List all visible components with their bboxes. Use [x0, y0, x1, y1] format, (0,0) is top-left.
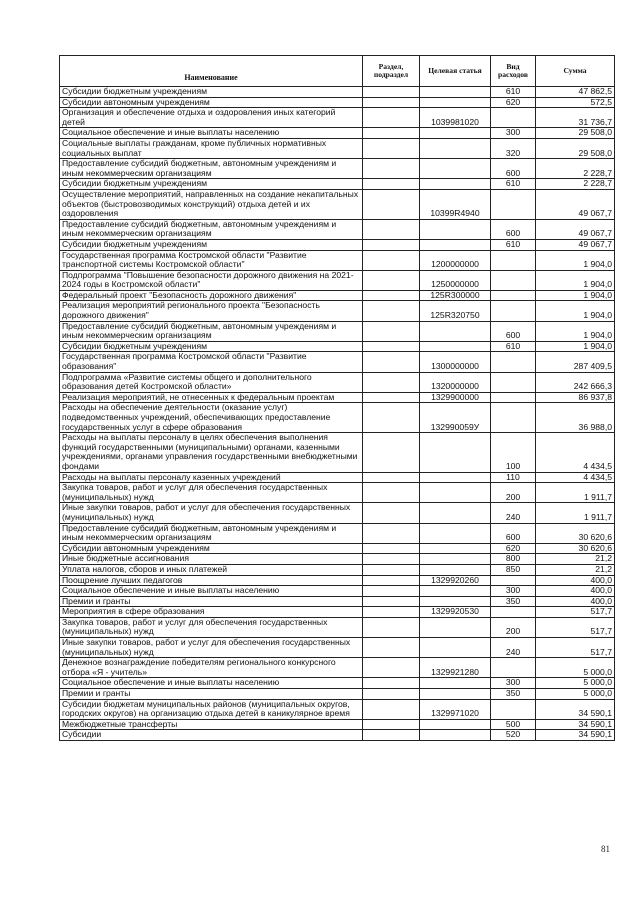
table-row	[60, 372, 615, 392]
cell-sum: 30 620,6	[536, 523, 615, 543]
cell-type: 520	[491, 730, 536, 741]
cell-name: Социальное обеспечение и иные выплаты населению	[60, 586, 363, 597]
cell-sum: 517,7	[536, 607, 615, 618]
cell-type: 600	[491, 523, 536, 543]
cell-type	[491, 699, 536, 719]
table-row	[60, 678, 615, 689]
page-number: 81	[601, 844, 610, 854]
cell-target: 1329921280	[420, 658, 491, 678]
table-row	[60, 138, 615, 158]
table-row	[60, 730, 615, 741]
cell-sum: 21,2	[536, 564, 615, 575]
cell-name: Реализация мероприятий, не отнесенных к федеральным проектам	[60, 392, 363, 403]
budget-page	[59, 55, 614, 741]
cell-target: 1329920260	[420, 575, 491, 586]
table-row	[60, 472, 615, 483]
cell-type	[491, 372, 536, 392]
table-row	[60, 239, 615, 250]
cell-sum: 572,5	[536, 97, 615, 108]
cell-target	[420, 87, 491, 98]
cell-name: Подпрограмма "Повышение безопасности дорожного движения на 2021-2024 годы в Костромской области"	[60, 270, 363, 290]
table-row	[60, 341, 615, 352]
cell-sum: 1 904,0	[536, 341, 615, 352]
cell-sum: 2 228,7	[536, 159, 615, 179]
cell-name: Субсидии автономным учреждениям	[60, 543, 363, 554]
cell-type	[491, 108, 536, 128]
header-row	[60, 56, 615, 87]
table-row	[60, 523, 615, 543]
cell-target: 1329920530	[420, 607, 491, 618]
cell-type	[491, 270, 536, 290]
cell-target	[420, 543, 491, 554]
cell-name: Иные бюджетные ассигнования	[60, 554, 363, 565]
cell-sum: 5 000,0	[536, 658, 615, 678]
cell-target: 1200000000	[420, 250, 491, 270]
cell-section	[363, 341, 420, 352]
cell-section	[363, 575, 420, 586]
cell-sum: 1 904,0	[536, 301, 615, 321]
table-row	[60, 607, 615, 618]
cell-target	[420, 472, 491, 483]
cell-target	[420, 689, 491, 700]
cell-type: 100	[491, 433, 536, 472]
cell-sum: 29 508,0	[536, 128, 615, 139]
cell-target	[420, 433, 491, 472]
cell-target	[420, 138, 491, 158]
cell-sum: 21,2	[536, 554, 615, 565]
table-row	[60, 250, 615, 270]
cell-name: Денежное вознаграждение победителям регионального конкурсного отбора «Я - учитель»	[60, 658, 363, 678]
cell-section	[363, 290, 420, 301]
cell-sum: 34 590,1	[536, 730, 615, 741]
cell-target	[420, 586, 491, 597]
header-target: Целевая статья	[420, 56, 491, 87]
cell-sum: 287 409,5	[536, 352, 615, 372]
cell-section	[363, 239, 420, 250]
cell-name: Межбюджетные трансферты	[60, 719, 363, 730]
cell-name: Премии и гранты	[60, 596, 363, 607]
cell-section	[363, 352, 420, 372]
cell-section	[363, 719, 420, 730]
cell-section	[363, 699, 420, 719]
cell-target	[420, 564, 491, 575]
cell-name: Социальное обеспечение и иные выплаты населению	[60, 128, 363, 139]
cell-name: Подпрограмма «Развитие системы общего и дополнительного образования детей Костромской области»	[60, 372, 363, 392]
cell-type: 500	[491, 719, 536, 730]
cell-name: Уплата налогов, сборов и иных платежей	[60, 564, 363, 575]
cell-name: Расходы на выплаты персоналу казенных учреждений	[60, 472, 363, 483]
cell-sum: 517,7	[536, 638, 615, 658]
cell-sum: 2 228,7	[536, 179, 615, 190]
table-row	[60, 128, 615, 139]
cell-type: 110	[491, 472, 536, 483]
cell-type: 610	[491, 341, 536, 352]
cell-sum: 1 911,7	[536, 483, 615, 503]
table-row	[60, 87, 615, 98]
cell-sum: 47 862,5	[536, 87, 615, 98]
cell-type	[491, 658, 536, 678]
cell-section	[363, 483, 420, 503]
table-row	[60, 503, 615, 523]
cell-target: 1329900000	[420, 392, 491, 403]
cell-sum: 1 911,7	[536, 503, 615, 523]
header-section: Раздел, подраздел	[363, 56, 420, 87]
table-row	[60, 543, 615, 554]
cell-section	[363, 403, 420, 433]
cell-section	[363, 638, 420, 658]
cell-name: Реализация мероприятий регионального проекта "Безопасность дорожного движения"	[60, 301, 363, 321]
cell-target	[420, 179, 491, 190]
cell-type	[491, 403, 536, 433]
cell-sum: 1 904,0	[536, 321, 615, 341]
cell-name: Субсидии бюджетным учреждениям	[60, 179, 363, 190]
cell-sum: 242 666,3	[536, 372, 615, 392]
table-row	[60, 159, 615, 179]
table-row	[60, 617, 615, 637]
cell-type: 620	[491, 543, 536, 554]
cell-name: Осуществление мероприятий, направленных на создание некапитальных объектов (быстровозводимых конструкций) отдыха детей и их оздоровления	[60, 189, 363, 219]
cell-type: 200	[491, 483, 536, 503]
cell-target	[420, 678, 491, 689]
table-row	[60, 301, 615, 321]
cell-sum: 400,0	[536, 596, 615, 607]
cell-type: 300	[491, 128, 536, 139]
cell-type: 600	[491, 219, 536, 239]
cell-section	[363, 128, 420, 139]
cell-target	[420, 239, 491, 250]
cell-target	[420, 159, 491, 179]
cell-name: Субсидии бюджетным учреждениям	[60, 341, 363, 352]
cell-name: Предоставление субсидий бюджетным, автономным учреждениям и иным некоммерческим организациям	[60, 321, 363, 341]
cell-target	[420, 596, 491, 607]
cell-name: Мероприятия в сфере образования	[60, 607, 363, 618]
cell-name: Социальное обеспечение и иные выплаты населению	[60, 678, 363, 689]
cell-target: 125R300000	[420, 290, 491, 301]
cell-section	[363, 607, 420, 618]
cell-name: Субсидии	[60, 730, 363, 741]
cell-type	[491, 575, 536, 586]
table-row	[60, 689, 615, 700]
cell-target	[420, 219, 491, 239]
cell-sum: 5 000,0	[536, 678, 615, 689]
cell-name: Предоставление субсидий бюджетным, автономным учреждениям и иным некоммерческим организациям	[60, 523, 363, 543]
cell-type: 610	[491, 239, 536, 250]
table-row	[60, 658, 615, 678]
cell-target	[420, 638, 491, 658]
table-row	[60, 433, 615, 472]
cell-type: 350	[491, 596, 536, 607]
cell-section	[363, 689, 420, 700]
table-row	[60, 108, 615, 128]
budget-table	[59, 55, 615, 741]
cell-target	[420, 341, 491, 352]
cell-target: 1300000000	[420, 352, 491, 372]
cell-name: Федеральный проект "Безопасность дорожного движения"	[60, 290, 363, 301]
cell-section	[363, 730, 420, 741]
cell-name: Предоставление субсидий бюджетным, автономным учреждениям и иным некоммерческим организациям	[60, 159, 363, 179]
cell-name: Субсидии бюджетным учреждениям	[60, 87, 363, 98]
cell-section	[363, 658, 420, 678]
cell-name: Государственная программа Костромской области "Развитие образования"	[60, 352, 363, 372]
cell-type: 620	[491, 97, 536, 108]
cell-section	[363, 433, 420, 472]
cell-sum: 31 736,7	[536, 108, 615, 128]
cell-sum: 400,0	[536, 586, 615, 597]
cell-name: Предоставление субсидий бюджетным, автономным учреждениям и иным некоммерческим организациям	[60, 219, 363, 239]
cell-target	[420, 730, 491, 741]
cell-section	[363, 87, 420, 98]
cell-sum: 49 067,7	[536, 239, 615, 250]
cell-sum: 34 590,1	[536, 699, 615, 719]
cell-section	[363, 596, 420, 607]
cell-type	[491, 607, 536, 618]
cell-sum: 86 937,8	[536, 392, 615, 403]
header-type: Вид расходов	[491, 56, 536, 87]
cell-name: Иные закупки товаров, работ и услуг для обеспечения государственных (муниципальных) нужд	[60, 503, 363, 523]
cell-sum: 36 988,0	[536, 403, 615, 433]
table-body	[60, 87, 615, 741]
cell-type: 610	[491, 179, 536, 190]
cell-section	[363, 219, 420, 239]
cell-type: 610	[491, 87, 536, 98]
cell-section	[363, 250, 420, 270]
cell-type: 320	[491, 138, 536, 158]
table-row	[60, 290, 615, 301]
cell-name: Премии и гранты	[60, 689, 363, 700]
cell-section	[363, 301, 420, 321]
cell-sum: 49 067,7	[536, 189, 615, 219]
cell-target: 1329971020	[420, 699, 491, 719]
cell-type: 300	[491, 586, 536, 597]
cell-target	[420, 554, 491, 565]
cell-section	[363, 179, 420, 190]
cell-name: Субсидии бюджетам муниципальных районов (муниципальных округов, городских округов) на организацию отдыха детей в каникулярное время	[60, 699, 363, 719]
cell-section	[363, 678, 420, 689]
cell-type	[491, 301, 536, 321]
cell-section	[363, 472, 420, 483]
cell-name: Расходы на обеспечение деятельности (оказание услуг) подведомственных учреждений, обеспечивающих предоставление государственных услуг в сфере образования	[60, 403, 363, 433]
table-row	[60, 564, 615, 575]
table-row	[60, 638, 615, 658]
header-name: Наименование	[60, 56, 363, 87]
cell-section	[363, 586, 420, 597]
cell-target	[420, 617, 491, 637]
cell-target	[420, 128, 491, 139]
cell-type	[491, 352, 536, 372]
cell-target: 1039981020	[420, 108, 491, 128]
cell-sum: 400,0	[536, 575, 615, 586]
table-row	[60, 189, 615, 219]
cell-section	[363, 321, 420, 341]
table-row	[60, 219, 615, 239]
cell-name: Поощрение лучших педагогов	[60, 575, 363, 586]
cell-target	[420, 97, 491, 108]
table-row	[60, 586, 615, 597]
cell-sum: 30 620,6	[536, 543, 615, 554]
cell-target: 132990059У	[420, 403, 491, 433]
cell-type: 800	[491, 554, 536, 565]
cell-section	[363, 503, 420, 523]
cell-sum: 5 000,0	[536, 689, 615, 700]
table-row	[60, 596, 615, 607]
cell-section	[363, 543, 420, 554]
cell-section	[363, 564, 420, 575]
cell-name: Расходы на выплаты персоналу в целях обеспечения выполнения функций государственными (муниципальными) органами, казенными учреждениями, органами управления государственными внебюджетными фондами	[60, 433, 363, 472]
cell-type	[491, 250, 536, 270]
cell-type	[491, 189, 536, 219]
cell-name: Социальные выплаты гражданам, кроме публичных нормативных социальных выплат	[60, 138, 363, 158]
cell-sum: 49 067,7	[536, 219, 615, 239]
cell-target	[420, 503, 491, 523]
cell-section	[363, 189, 420, 219]
cell-name: Иные закупки товаров, работ и услуг для обеспечения государственных (муниципальных) нужд	[60, 638, 363, 658]
cell-type: 600	[491, 159, 536, 179]
cell-target	[420, 523, 491, 543]
cell-sum: 517,7	[536, 617, 615, 637]
cell-target: 1250000000	[420, 270, 491, 290]
cell-sum: 4 434,5	[536, 472, 615, 483]
cell-section	[363, 97, 420, 108]
cell-sum: 1 904,0	[536, 250, 615, 270]
table-row	[60, 483, 615, 503]
cell-type	[491, 392, 536, 403]
table-row	[60, 392, 615, 403]
cell-type: 350	[491, 689, 536, 700]
cell-sum: 1 904,0	[536, 270, 615, 290]
cell-sum: 1 904,0	[536, 290, 615, 301]
table-row	[60, 699, 615, 719]
table-row	[60, 575, 615, 586]
cell-name: Закупка товаров, работ и услуг для обеспечения государственных (муниципальных) нужд	[60, 617, 363, 637]
table-row	[60, 270, 615, 290]
table-row	[60, 352, 615, 372]
cell-section	[363, 523, 420, 543]
cell-section	[363, 392, 420, 403]
table-row	[60, 97, 615, 108]
cell-type	[491, 290, 536, 301]
cell-sum: 34 590,1	[536, 719, 615, 730]
cell-section	[363, 108, 420, 128]
cell-section	[363, 554, 420, 565]
cell-name: Субсидии автономным учреждениям	[60, 97, 363, 108]
cell-target	[420, 483, 491, 503]
cell-name: Государственная программа Костромской области "Развитие транспортной системы Костромской области"	[60, 250, 363, 270]
cell-target: 1320000000	[420, 372, 491, 392]
cell-section	[363, 617, 420, 637]
cell-target	[420, 719, 491, 730]
cell-section	[363, 270, 420, 290]
cell-name: Организация и обеспечение отдыха и оздоровления иных категорий детей	[60, 108, 363, 128]
cell-type: 240	[491, 638, 536, 658]
cell-sum: 29 508,0	[536, 138, 615, 158]
table-row	[60, 179, 615, 190]
cell-type: 600	[491, 321, 536, 341]
cell-type: 200	[491, 617, 536, 637]
cell-section	[363, 159, 420, 179]
cell-target: 10399R4940	[420, 189, 491, 219]
cell-sum: 4 434,5	[536, 433, 615, 472]
cell-name: Закупка товаров, работ и услуг для обеспечения государственных (муниципальных) нужд	[60, 483, 363, 503]
header-sum: Сумма	[536, 56, 615, 87]
cell-target: 125R320750	[420, 301, 491, 321]
table-row	[60, 554, 615, 565]
cell-type: 240	[491, 503, 536, 523]
cell-type: 300	[491, 678, 536, 689]
table-row	[60, 719, 615, 730]
table-row	[60, 321, 615, 341]
table-row	[60, 403, 615, 433]
cell-name: Субсидии бюджетным учреждениям	[60, 239, 363, 250]
cell-section	[363, 138, 420, 158]
cell-target	[420, 321, 491, 341]
cell-type: 850	[491, 564, 536, 575]
cell-section	[363, 372, 420, 392]
